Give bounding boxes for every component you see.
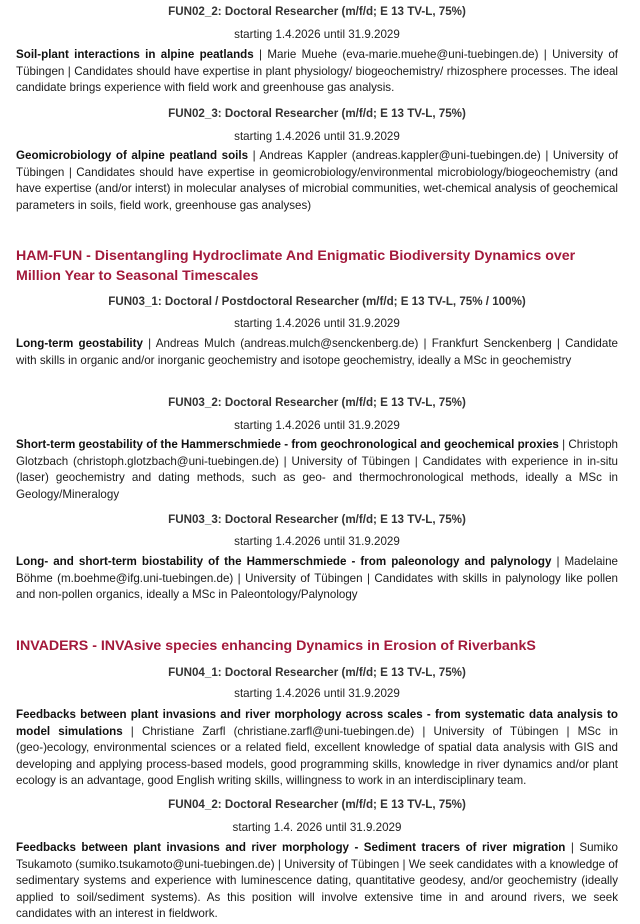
project-details: | Sumiko Tsukamoto (sumiko.tsukamoto@uni-tuebingen.de) | University of Tübingen | We seek candidates with a knowledge of sedimentary systems and experience with luminescence dating, quantitative geodesy, and/or geochemistry (ideally applied to soil/sediment systems). As this position will involve extensive time in and around rivers, we seek candidates with an interest in fieldwork. — [16, 841, 619, 921]
position-title: FUN03_1: Doctoral / Postdoctoral Researcher (m/f/d; E 13 TV-L, 75% / 100%) — [108, 295, 526, 308]
position-dates: starting 1.4.2026 until 31.9.2029 — [234, 317, 400, 330]
position-description — [16, 707, 618, 790]
position-title: FUN03_2: Doctoral Researcher (m/f/d; E 13 TV-L, 75%) — [168, 396, 466, 409]
position-dates: starting 1.4.2026 until 31.9.2029 — [234, 419, 400, 432]
position-title: FUN04_1: Doctoral Researcher (m/f/d; E 13 TV-L, 75%) — [168, 666, 466, 679]
project-details: | Marie Muehe (eva-marie.muehe@uni-tuebingen.de) | University of Tübingen | Candidates should have expertise in plant physiology/ biogeochemistry/ rhizosphere processes. The ideal candidate brings experience with field work and greenhouse gas analysis. — [16, 48, 618, 95]
position-dates: starting 1.4.2026 until 31.9.2029 — [234, 687, 400, 700]
project-details: | Madelaine Böhme (m.boehme@ifg.uni-tuebingen.de) | University of Tübingen | Candidates with skills in palynology like pollen and non-pollen organics, ideally a MSc in Paleontology/Palynology — [16, 555, 619, 602]
project-title: Feedbacks between plant invasions and river morphology across scales - from systematic data analysis to model simulations — [16, 708, 618, 738]
position-dates: starting 1.4.2026 until 31.9.2029 — [234, 28, 400, 41]
position-title: FUN02_3: Doctoral Researcher (m/f/d; E 13 TV-L, 75%) — [168, 107, 466, 120]
project-details: | Andreas Mulch (andreas.mulch@senckenberg.de) | Frankfurt Senckenberg | Candidate with skills in organic and/or inorganic geochemistry and isotope geochemistry, ideally a MSc in geochemistry — [16, 337, 618, 367]
position-description — [16, 437, 618, 503]
position-dates: starting 1.4. 2026 until 31.9.2029 — [232, 821, 402, 834]
position-description — [16, 336, 618, 369]
section-heading: HAM-FUN - Disentangling Hydroclimate And Enigmatic Biodiversity Dynamics over Million Year to Seasonal Timescales — [16, 248, 576, 284]
project-title: Long-term geostability — [16, 337, 143, 350]
position-description — [16, 554, 618, 604]
project-title: Geomicrobiology of alpine peatland soils — [16, 149, 249, 162]
project-details: | Andreas Kappler (andreas.kappler@uni-tuebingen.de) | University of Tübingen | Candidates should have expertise in geomicrobiology/environmental microbiology/biogeochemistry (and have expertise (and/or interst) in molecular analyses of microbial communities, wet-chemical analysis of geochemical parameters in soils, field work, greenhouse gas analyses) — [16, 149, 618, 212]
project-title: Soil-plant interactions in alpine peatlands — [16, 48, 254, 61]
position-title: FUN03_3: Doctoral Researcher (m/f/d; E 13 TV-L, 75%) — [168, 513, 466, 526]
position-dates: starting 1.4.2026 until 31.9.2029 — [234, 535, 400, 548]
position-description — [16, 47, 618, 97]
section-heading: INVADERS - INVAsive species enhancing Dynamics in Erosion of RiverbankS — [16, 638, 536, 654]
project-title: Short-term geostability of the Hammerschmiede - from geochronological and geochemical proxies — [16, 438, 559, 451]
position-title: FUN02_2: Doctoral Researcher (m/f/d; E 13 TV-L, 75%) — [168, 5, 466, 18]
project-title: Long- and short-term biostability of the Hammerschmiede - from paleonology and palynology — [16, 555, 552, 568]
project-details: | Christiane Zarfl (christiane.zarfl@uni-tuebingen.de) | University of Tübingen | MSc in (geo-)ecology, environmental sciences or a related field, excellent knowledge of spatial data analysis with GIS and developing and applying process-based models, good programming skills, knowledge in river dynamics and/or plant ecology is an advantage, good English writing skills, willingness to work in an interdisciplinary team. — [16, 724, 618, 788]
position-description — [16, 840, 618, 923]
project-details: | Christoph Glotzbach (christoph.glotzbach@uni-tuebingen.de) | University of Tübingen | Candidates with experience in in-situ (laser) geochemistry and dating methods, such as geo- and thermochronological methods, ideally a MSc in Geology/Mineralogy — [16, 438, 618, 501]
project-title: Feedbacks between plant invasions and river morphology - Sediment tracers of river migration — [16, 841, 566, 854]
position-description — [16, 148, 618, 214]
position-title: FUN04_2: Doctoral Researcher (m/f/d; E 13 TV-L, 75%) — [168, 798, 466, 811]
position-dates: starting 1.4.2026 until 31.9.2029 — [234, 130, 400, 143]
